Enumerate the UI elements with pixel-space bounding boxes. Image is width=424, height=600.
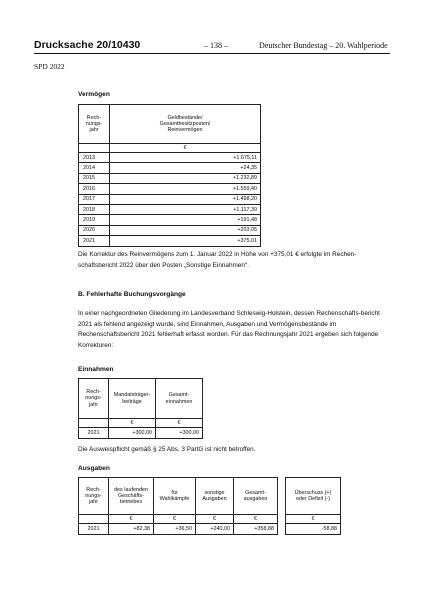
- surplus-header: Überschuss (+) oder Defizit (-): [286, 478, 341, 515]
- vermoegen-header-value: Geldbestände/ Gesamtbesitzposten/ Reinvermögen: [110, 105, 261, 144]
- vermoegen-year: 2018: [79, 204, 110, 214]
- einnahmen-unit-empty: [79, 419, 109, 428]
- ausgaben-header-campaigns: für Wahlkämpfe: [154, 478, 196, 515]
- page-number: – 138 –: [204, 41, 228, 50]
- ausgaben-unit: €: [109, 515, 154, 524]
- ausgaben-header-total: Gesamt- ausgaben: [234, 478, 278, 515]
- ausgaben-title: Ausgaben: [78, 465, 110, 472]
- surplus-value: -58,88: [286, 524, 341, 535]
- ausgaben-total-value: +358,88: [234, 524, 278, 535]
- document-number: [34, 39, 140, 51]
- section-b-title: B. Fehlerhafte Buchungsvorgänge: [78, 291, 186, 298]
- ausgaben-operations-value: +82,38: [109, 524, 154, 535]
- vermoegen-year: 2014: [79, 163, 110, 173]
- einnahmen-header-mandate: Mandatsträger- beiträge: [109, 379, 156, 419]
- ausgaben-header-other: sonstige Ausgaben: [196, 478, 234, 515]
- einnahmen-unit: €: [156, 419, 203, 428]
- einnahmen-header-total: Gesamt- einnahmen: [156, 379, 203, 419]
- vermoegen-header-year: Rech- nungs- jahr: [79, 105, 110, 144]
- vermoegen-year: 2021: [79, 236, 110, 246]
- vermoegen-unit: €: [110, 144, 261, 153]
- vermoegen-unit-empty: [79, 144, 110, 153]
- document-number-value: 10430: [111, 39, 141, 51]
- vermoegen-value: +24,35: [110, 163, 261, 173]
- party-label: SPD 2022: [34, 62, 65, 71]
- vermoegen-title: Vermögen: [78, 91, 110, 98]
- ausgaben-unit: €: [154, 515, 196, 524]
- disclosure-note: Die Ausweispflicht gemäß § 25 Abs. 3 PartG ist nicht betroffen.: [78, 446, 256, 453]
- ausgaben-year: 2021: [79, 524, 109, 535]
- ausgaben-unit: €: [234, 515, 278, 524]
- surplus-unit: €: [286, 515, 341, 524]
- einnahmen-title: Einnahmen: [78, 366, 114, 373]
- vermoegen-value: +1.498,20: [110, 194, 261, 204]
- vermoegen-year: 2019: [79, 215, 110, 225]
- surplus-table: [285, 477, 341, 535]
- ausgaben-other-value: +240,00: [196, 524, 234, 535]
- vermoegen-table: [78, 104, 261, 247]
- ausgaben-campaigns-value: +36,50: [154, 524, 196, 535]
- einnahmen-table: [78, 378, 203, 439]
- header-divider: [34, 53, 390, 54]
- vermoegen-year: 2020: [79, 225, 110, 235]
- ausgaben-unit-empty: [79, 515, 109, 524]
- document-number-prefix: Drucksache 20/: [34, 39, 112, 51]
- publisher: Deutscher Bundestag – 20. Wahlperiode: [259, 41, 388, 50]
- einnahmen-unit: €: [109, 419, 156, 428]
- vermoegen-value: +1.117,39: [110, 204, 261, 214]
- vermoegen-year: 2017: [79, 194, 110, 204]
- einnahmen-header-year: Rech- nungs- jahr: [79, 379, 109, 419]
- ausgaben-table: [78, 477, 278, 535]
- ausgaben-header-year: Rech- nungs- jahr: [79, 478, 109, 515]
- section-b-paragraph: In einer nachgeordneten Gliederung im Landesverband Schleswig-Holstein, dessen Rechenschafts-bericht 2021 als fehlend angezeigt wurde, sind Einnahmen, Ausgaben und Vermögensbestände im Rechenschaftsbericht 2021 fehlerhaft erfasst worden. Für das Rechnungsjahr 2021 ergeben sich folgende Korrekturen:: [78, 310, 380, 349]
- vermoegen-value: +1.675,11: [110, 153, 261, 163]
- vermoegen-year: 2015: [79, 173, 110, 183]
- vermoegen-value: +191,48: [110, 215, 261, 225]
- vermoegen-value: +203,05: [110, 225, 261, 235]
- vermoegen-value: +375,01: [110, 236, 261, 246]
- correction-paragraph: Die Korrektur des Reinvermögens zum 1. Januar 2022 in Höhe von +375,01 € erfolgte im Rechen-schaftsbericht 2022 über den Posten „Sonstige Einnahmen“.: [78, 251, 357, 269]
- vermoegen-year: 2013: [79, 153, 110, 163]
- einnahmen-total-value: +300,00: [156, 428, 203, 439]
- ausgaben-unit: €: [196, 515, 234, 524]
- einnahmen-mandate-value: +300,00: [109, 428, 156, 439]
- vermoegen-year: 2016: [79, 184, 110, 194]
- einnahmen-year: 2021: [79, 428, 109, 439]
- vermoegen-value: +1.559,40: [110, 184, 261, 194]
- vermoegen-value: +1.232,89: [110, 173, 261, 183]
- ausgaben-header-operations: des laufenden Geschäfts- betriebes: [109, 478, 154, 515]
